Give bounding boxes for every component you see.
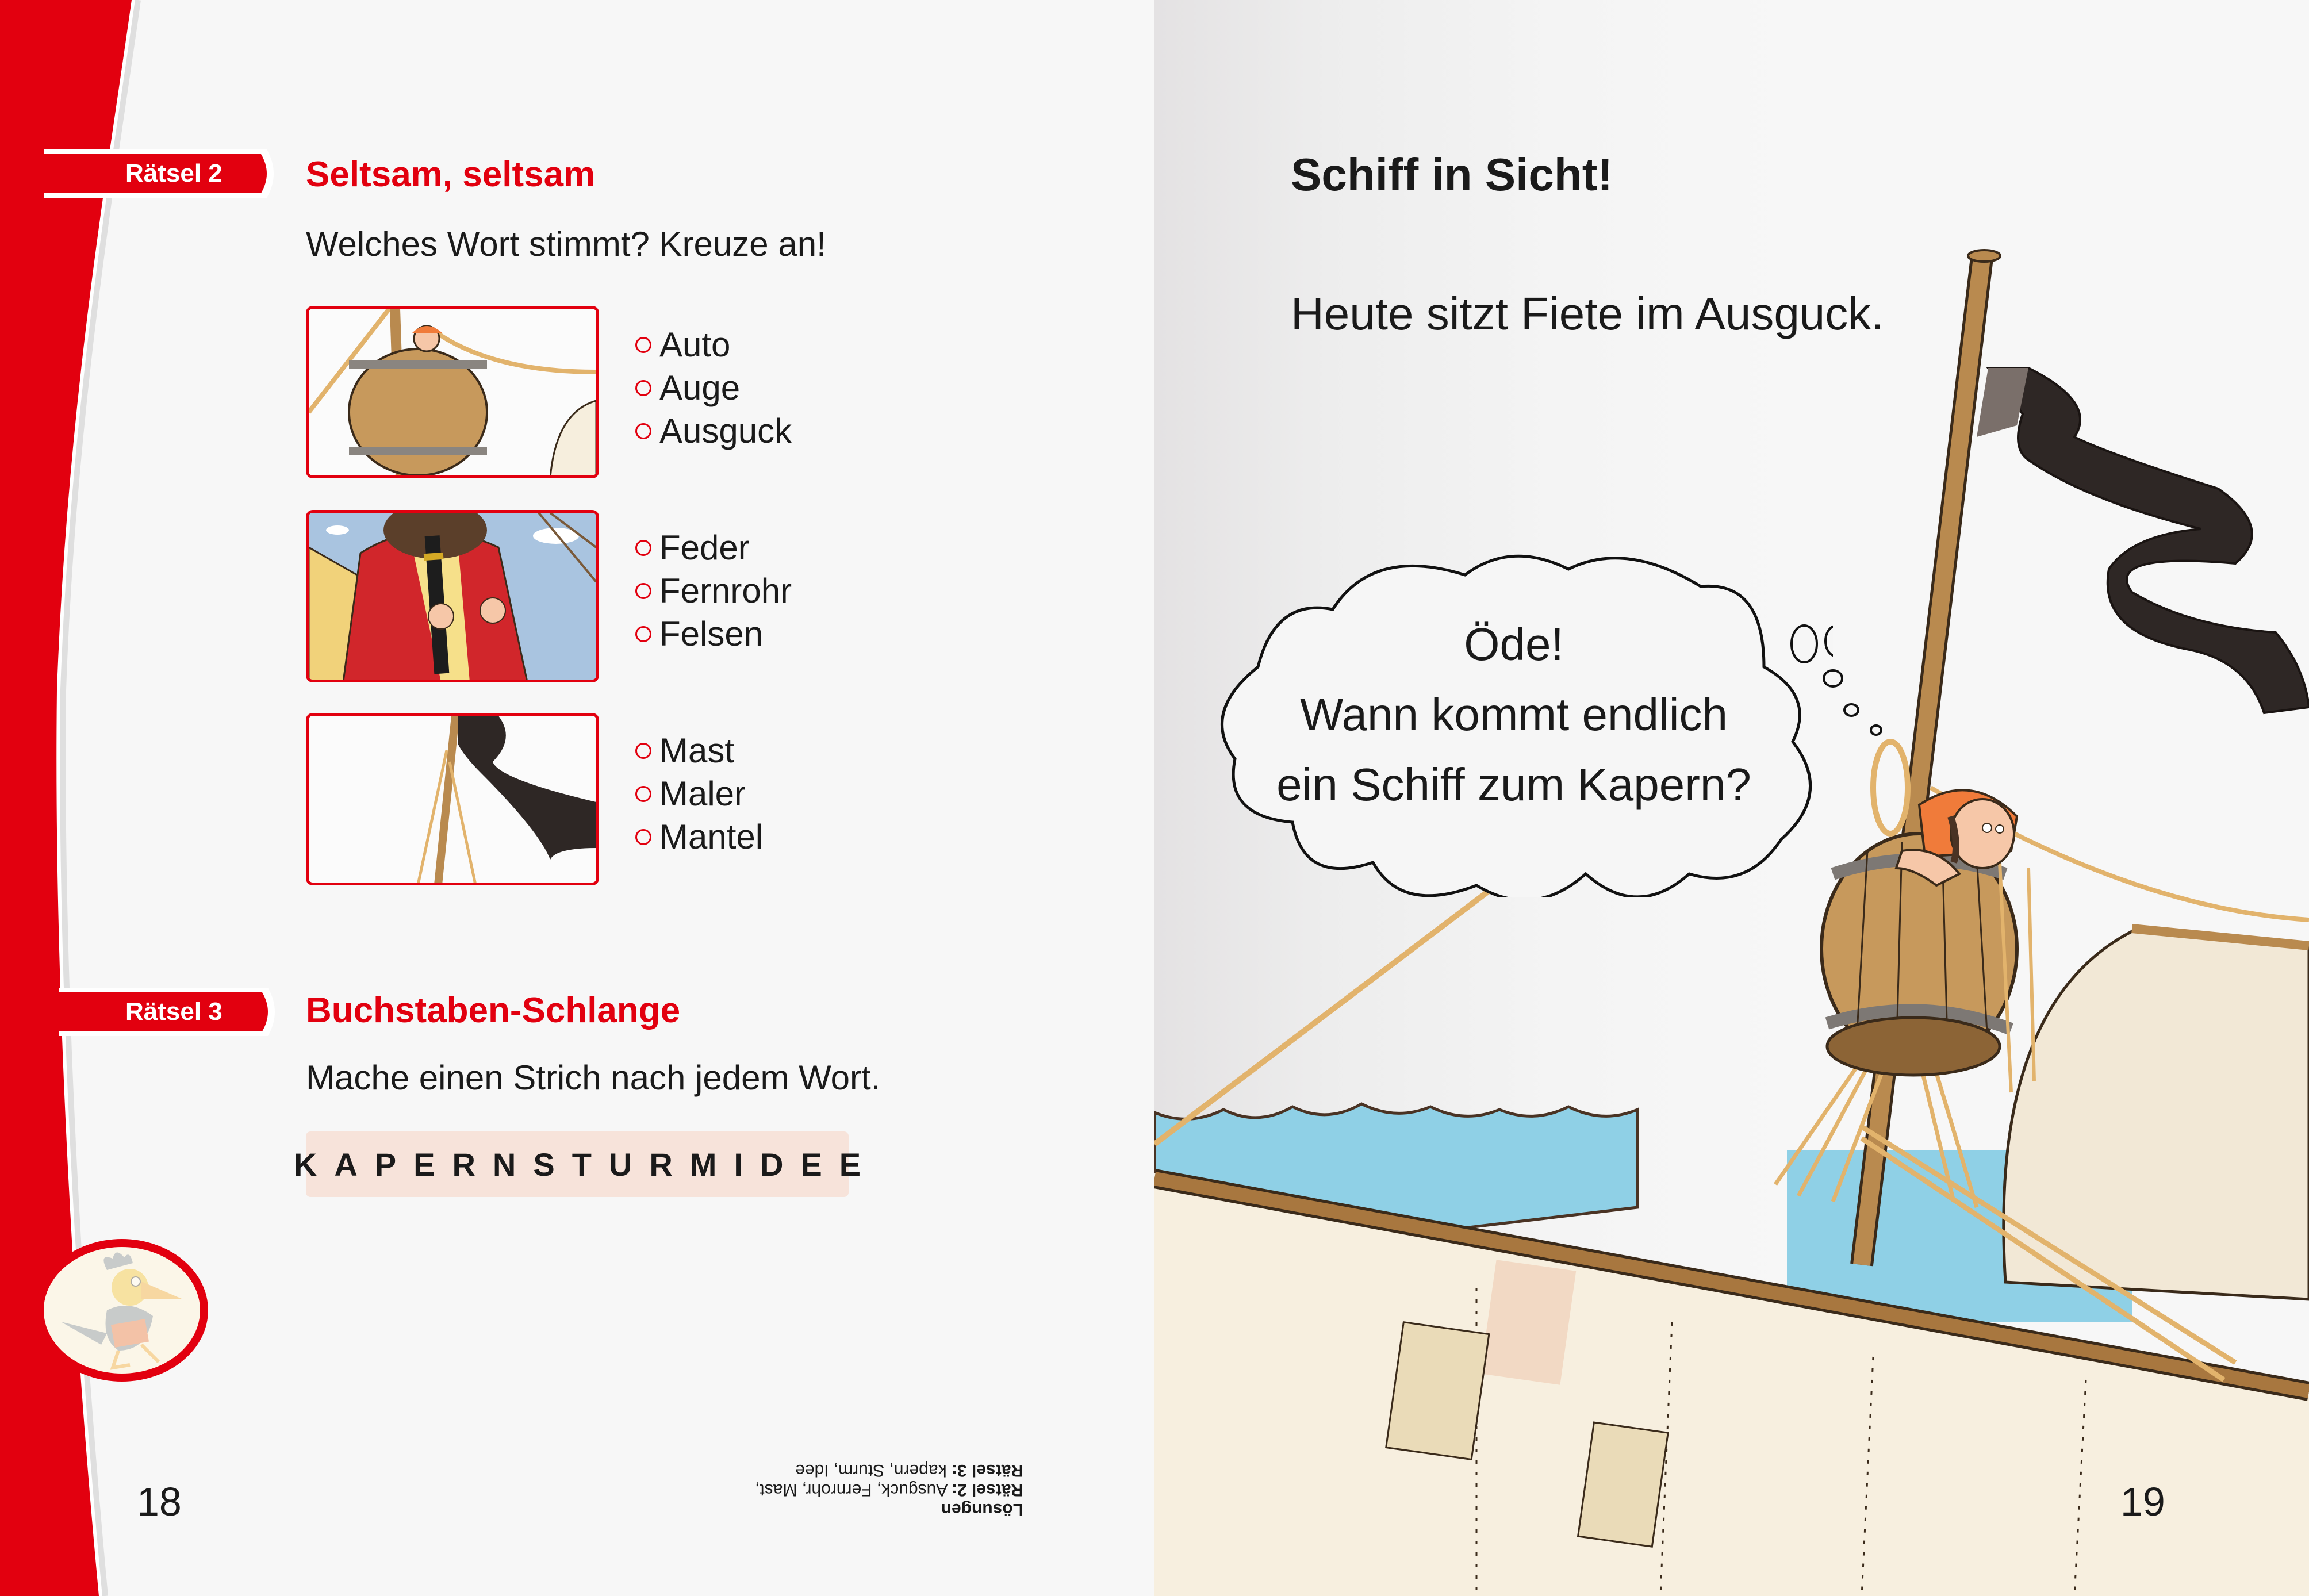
puzzle2-instruction: Welches Wort stimmt? Kreuze an! bbox=[306, 225, 826, 263]
radio-circle-icon[interactable] bbox=[635, 423, 651, 439]
option-mast[interactable] bbox=[635, 729, 763, 772]
solutions-label: Rätsel 2: bbox=[951, 1480, 1023, 1499]
solutions-heading: Lösungen bbox=[941, 1500, 1023, 1519]
thought-bubble-dots bbox=[1821, 655, 1890, 736]
option-fernrohr[interactable] bbox=[635, 569, 792, 612]
radio-circle-icon[interactable] bbox=[635, 337, 651, 353]
puzzle2-title: Seltsam, seltsam bbox=[306, 155, 596, 194]
option-auge[interactable] bbox=[635, 366, 792, 409]
option-label: Felsen bbox=[659, 615, 764, 653]
letter-snake-text: KAPERNSTURMIDEE bbox=[293, 1146, 879, 1183]
radio-circle-icon[interactable] bbox=[635, 786, 651, 802]
puzzle2-tab bbox=[44, 148, 281, 199]
story-title: Schiff in Sicht! bbox=[1291, 149, 1613, 200]
solutions-upside-down bbox=[713, 1460, 1023, 1519]
story-body-text: Heute sitzt Fiete im Ausguck. bbox=[1291, 288, 1884, 339]
puzzle2-options-1 bbox=[635, 323, 792, 452]
radio-circle-icon[interactable] bbox=[635, 380, 651, 396]
puzzle2-picture-2 bbox=[306, 510, 599, 682]
option-ausguck[interactable] bbox=[635, 409, 792, 452]
radio-circle-icon[interactable] bbox=[635, 583, 651, 599]
thought-bubble-text bbox=[1212, 609, 1816, 820]
page-number-left: 18 bbox=[137, 1479, 182, 1524]
option-felsen[interactable] bbox=[635, 612, 792, 655]
radio-circle-icon[interactable] bbox=[635, 540, 651, 556]
option-label: Auge bbox=[659, 369, 741, 407]
solutions-text: Ausguck, Fernrohr, Mast, bbox=[755, 1480, 952, 1499]
radio-circle-icon[interactable] bbox=[635, 626, 651, 642]
option-label: Auto bbox=[659, 325, 731, 364]
mast-flag-illustration bbox=[309, 716, 596, 885]
puzzle2-picture-1 bbox=[306, 306, 599, 478]
puzzle3-tab bbox=[59, 987, 282, 1037]
option-feder[interactable] bbox=[635, 526, 792, 569]
solutions-line-1 bbox=[713, 1480, 1023, 1499]
option-label: Ausguck bbox=[659, 412, 792, 450]
option-label: Maler bbox=[659, 774, 746, 813]
option-maler[interactable] bbox=[635, 772, 763, 815]
raven-mascot-icon bbox=[44, 1247, 200, 1374]
thought-line-1: Öde! bbox=[1464, 619, 1564, 670]
letter-snake-box[interactable] bbox=[293, 1131, 879, 1197]
option-label: Mast bbox=[659, 731, 735, 770]
puzzle2-options-3 bbox=[635, 729, 763, 858]
solutions-text: kapern, Sturm, Idee bbox=[795, 1461, 952, 1480]
barrel-lookout-illustration bbox=[309, 309, 596, 478]
puzzle2-picture-3 bbox=[306, 713, 599, 885]
solutions-label: Rätsel 3: bbox=[951, 1461, 1023, 1480]
radio-circle-icon[interactable] bbox=[635, 829, 651, 845]
page-number-right: 19 bbox=[2120, 1479, 2165, 1524]
solutions-line-2 bbox=[713, 1460, 1023, 1480]
option-label: Mantel bbox=[659, 818, 764, 856]
raven-mascot-logo bbox=[36, 1239, 208, 1382]
puzzle2-options-2 bbox=[635, 526, 792, 655]
captain-telescope-illustration bbox=[309, 513, 596, 682]
option-label: Fernrohr bbox=[659, 571, 792, 610]
option-auto[interactable] bbox=[635, 323, 792, 366]
option-label: Feder bbox=[659, 528, 750, 567]
left-page bbox=[0, 0, 1154, 1596]
puzzle2-tab-label: Rätsel 2 bbox=[125, 159, 223, 187]
puzzle3-tab-label: Rätsel 3 bbox=[125, 998, 223, 1026]
thought-line-3: ein Schiff zum Kapern? bbox=[1276, 759, 1751, 810]
radio-circle-icon[interactable] bbox=[635, 743, 651, 759]
puzzle3-instruction: Mache einen Strich nach jedem Wort. bbox=[306, 1058, 881, 1097]
thought-line-2: Wann kommt endlich bbox=[1300, 689, 1728, 740]
option-mantel[interactable] bbox=[635, 815, 763, 858]
right-page bbox=[1154, 0, 2309, 1596]
puzzle3-title: Buchstaben-Schlange bbox=[306, 991, 681, 1030]
